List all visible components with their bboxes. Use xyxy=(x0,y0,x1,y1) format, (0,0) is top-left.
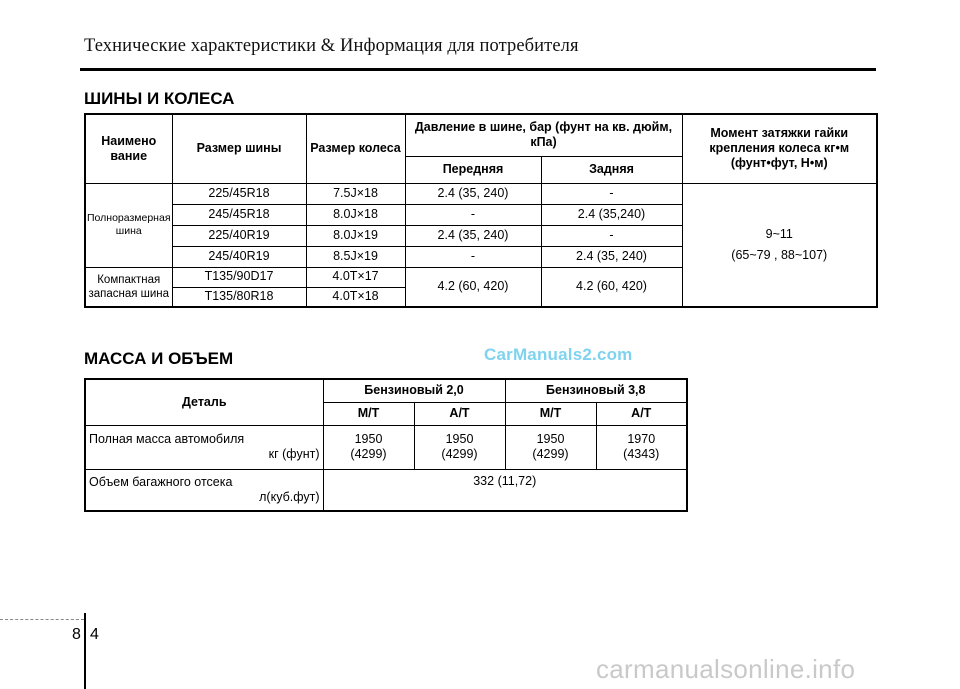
luggage-volume-label-cell xyxy=(85,469,323,511)
gross-weight-cell xyxy=(505,425,596,469)
rear-pressure-cell: 2.4 (35, 240) xyxy=(541,246,682,267)
header-engine-2-0: Бензиновый 2,0 xyxy=(323,379,505,402)
tire-size-cell: 245/45R18 xyxy=(172,204,306,225)
wheel-size-cell: 8.5J×19 xyxy=(306,246,405,267)
gross-weight-cell xyxy=(596,425,687,469)
gross-weight-unit: кг (фунт) xyxy=(268,447,320,461)
gross-weight-alt: (4299) xyxy=(350,447,387,461)
wheel-size-cell: 4.0T×17 xyxy=(306,267,405,287)
header-wheel-size: Размер колеса xyxy=(306,114,405,183)
header-pressure: Давление в шине, бар (фунт на кв. дюйм, кПа) xyxy=(405,114,682,156)
gross-weight-value: 1950 xyxy=(354,431,383,446)
luggage-volume-unit: л(куб.фут) xyxy=(259,489,320,504)
page-number-section: 8 xyxy=(72,626,81,643)
tire-size-cell: T135/80R18 xyxy=(172,287,306,307)
mass-section-title: МАССА И ОБЪЕМ xyxy=(84,349,234,368)
gross-weight-cell xyxy=(323,425,414,469)
luggage-volume-label: Объем багажного отсека xyxy=(89,474,233,489)
carmanualsonline-watermark: carmanualsonline.info xyxy=(596,654,856,684)
tire-size-cell: T135/90D17 xyxy=(172,267,306,287)
rear-pressure-cell: - xyxy=(541,225,682,246)
page-footer-guide xyxy=(0,619,84,620)
wheel-size-cell: 4.0T×18 xyxy=(306,287,405,307)
wheel-size-cell: 8.0J×19 xyxy=(306,225,405,246)
gross-weight-alt: (4299) xyxy=(532,447,569,461)
page-number: 4 xyxy=(90,626,99,643)
header-mt: M/T xyxy=(505,402,596,425)
page-header-title: Технические характеристики & Информация для потребителя xyxy=(84,36,579,56)
luggage-volume-value: 332 (11,72) xyxy=(323,469,687,511)
torque-cell xyxy=(682,183,877,307)
front-pressure-cell: 2.4 (35, 240) xyxy=(405,183,541,204)
mass-table xyxy=(84,378,688,512)
torque-value: 9~11 xyxy=(765,226,793,241)
tires-table xyxy=(84,113,878,308)
front-pressure-cell: 2.4 (35, 240) xyxy=(405,225,541,246)
header-at: A/T xyxy=(414,402,505,425)
gross-weight-value: 1950 xyxy=(445,431,474,446)
header-torque: Момент затяжки гайки крепления колеса кг•м (фунт•фут, Н•м) xyxy=(682,114,877,183)
header-mt: M/T xyxy=(323,402,414,425)
group-full-size: Полноразмерная шина xyxy=(85,183,172,267)
gross-weight-cell xyxy=(414,425,505,469)
header-rear: Задняя xyxy=(541,156,682,183)
header-engine-3-8: Бензиновый 3,8 xyxy=(505,379,687,402)
gross-weight-value: 1950 xyxy=(536,431,565,446)
wheel-size-cell: 8.0J×18 xyxy=(306,204,405,225)
header-name: Наимено вание xyxy=(85,114,172,183)
rear-pressure-cell: - xyxy=(541,183,682,204)
tire-size-cell: 245/40R19 xyxy=(172,246,306,267)
gross-weight-alt: (4299) xyxy=(441,447,478,461)
gross-weight-alt: (4343) xyxy=(623,447,660,461)
tire-size-cell: 225/45R18 xyxy=(172,183,306,204)
header-rule xyxy=(80,68,876,71)
tire-size-cell: 225/40R19 xyxy=(172,225,306,246)
rear-pressure-cell: 2.4 (35,240) xyxy=(541,204,682,225)
front-pressure-cell: - xyxy=(405,246,541,267)
header-part: Деталь xyxy=(85,379,323,425)
page-divider xyxy=(84,613,86,689)
group-compact-spare: Компактная запасная шина xyxy=(85,267,172,307)
tires-section-title: ШИНЫ И КОЛЕСА xyxy=(84,89,235,108)
header-front: Передняя xyxy=(405,156,541,183)
gross-weight-label-cell xyxy=(85,425,323,469)
wheel-size-cell: 7.5J×18 xyxy=(306,183,405,204)
spare-rear-pressure: 4.2 (60, 420) xyxy=(541,267,682,307)
gross-weight-value: 1970 xyxy=(627,431,656,446)
header-tire-size: Размер шины xyxy=(172,114,306,183)
spare-front-pressure: 4.2 (60, 420) xyxy=(405,267,541,307)
header-at: A/T xyxy=(596,402,687,425)
carmanuals-watermark: CarManuals2.com xyxy=(484,345,633,364)
gross-weight-label: Полная масса автомобиля xyxy=(89,431,245,446)
front-pressure-cell: - xyxy=(405,204,541,225)
torque-value-alt: (65~79 , 88~107) xyxy=(731,247,828,262)
